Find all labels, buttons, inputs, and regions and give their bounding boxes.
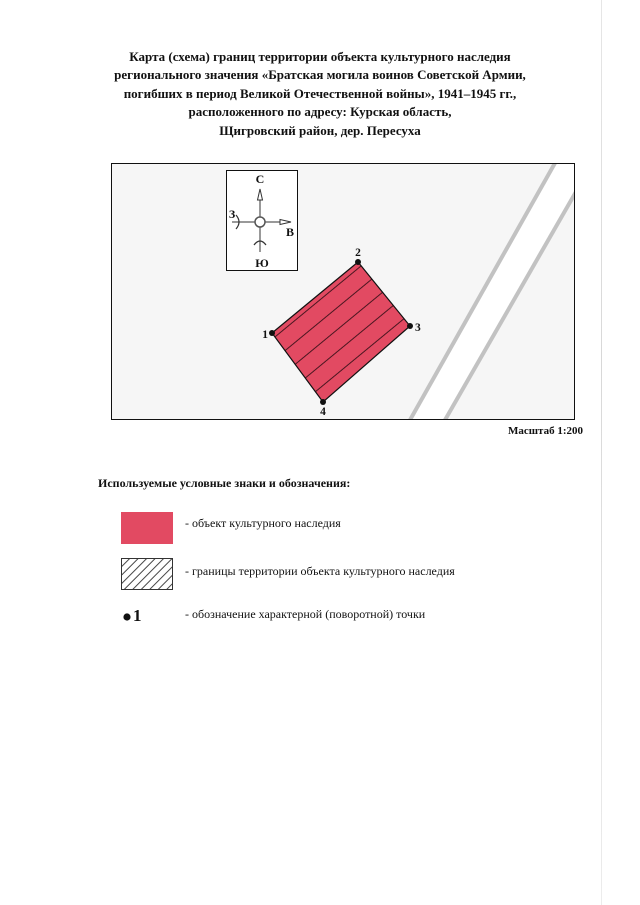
legend-item-territory-boundary: - границы территории объекта культурного наследия xyxy=(185,564,455,578)
legend-point-label: 1 xyxy=(133,606,142,625)
point-label-1: 1 xyxy=(262,329,268,341)
legend-point-marker xyxy=(122,603,152,630)
turning-point-marker xyxy=(269,330,275,336)
map-scheme xyxy=(111,163,575,420)
title-line-3: погибших в период Великой Отечественной войны», 1941–1945 гг., xyxy=(123,85,517,101)
turning-point-marker xyxy=(355,259,361,265)
point-label-4: 4 xyxy=(320,406,326,418)
legend-item-heritage-object: - объект культурного наследия xyxy=(185,516,341,530)
title-line-5: Щигровский район, дер. Пересуха xyxy=(219,122,421,138)
turning-point-marker xyxy=(407,323,413,329)
compass-north-label: С xyxy=(255,172,265,186)
document-title xyxy=(40,48,600,140)
legend-hatch-swatch xyxy=(121,558,173,595)
point-label-3: 3 xyxy=(415,322,421,334)
heritage-object-fill-swatch-icon xyxy=(121,512,173,544)
point-label-2: 2 xyxy=(355,247,361,259)
legend-item-turning-point: - обозначение характерной (поворотной) точки xyxy=(185,607,426,621)
map-scale: Масштаб 1:200 xyxy=(507,425,583,437)
territory-boundary-hatch-swatch-icon xyxy=(122,559,173,590)
legend-heading: Используемые условные знаки и обозначения: xyxy=(98,476,351,490)
compass-east-label: В xyxy=(285,225,295,239)
map-canvas xyxy=(111,163,575,420)
title-line-1: Карта (схема) границ территории объекта культурного наследия xyxy=(129,49,511,64)
title-line-2: регионального значения «Братская могила воинов Советской Армии, xyxy=(114,67,526,83)
compass-west-label: З xyxy=(228,207,236,221)
compass-rose xyxy=(227,171,298,271)
turning-point-marker xyxy=(320,399,326,405)
compass-south-label: Ю xyxy=(255,256,269,270)
turning-point-marker-icon xyxy=(123,613,130,620)
legend-fill-swatch xyxy=(121,512,173,549)
scan-edge-line xyxy=(601,0,602,905)
compass-center-icon xyxy=(255,217,265,227)
title-line-4: расположенного по адресу: Курская область, xyxy=(188,104,452,120)
